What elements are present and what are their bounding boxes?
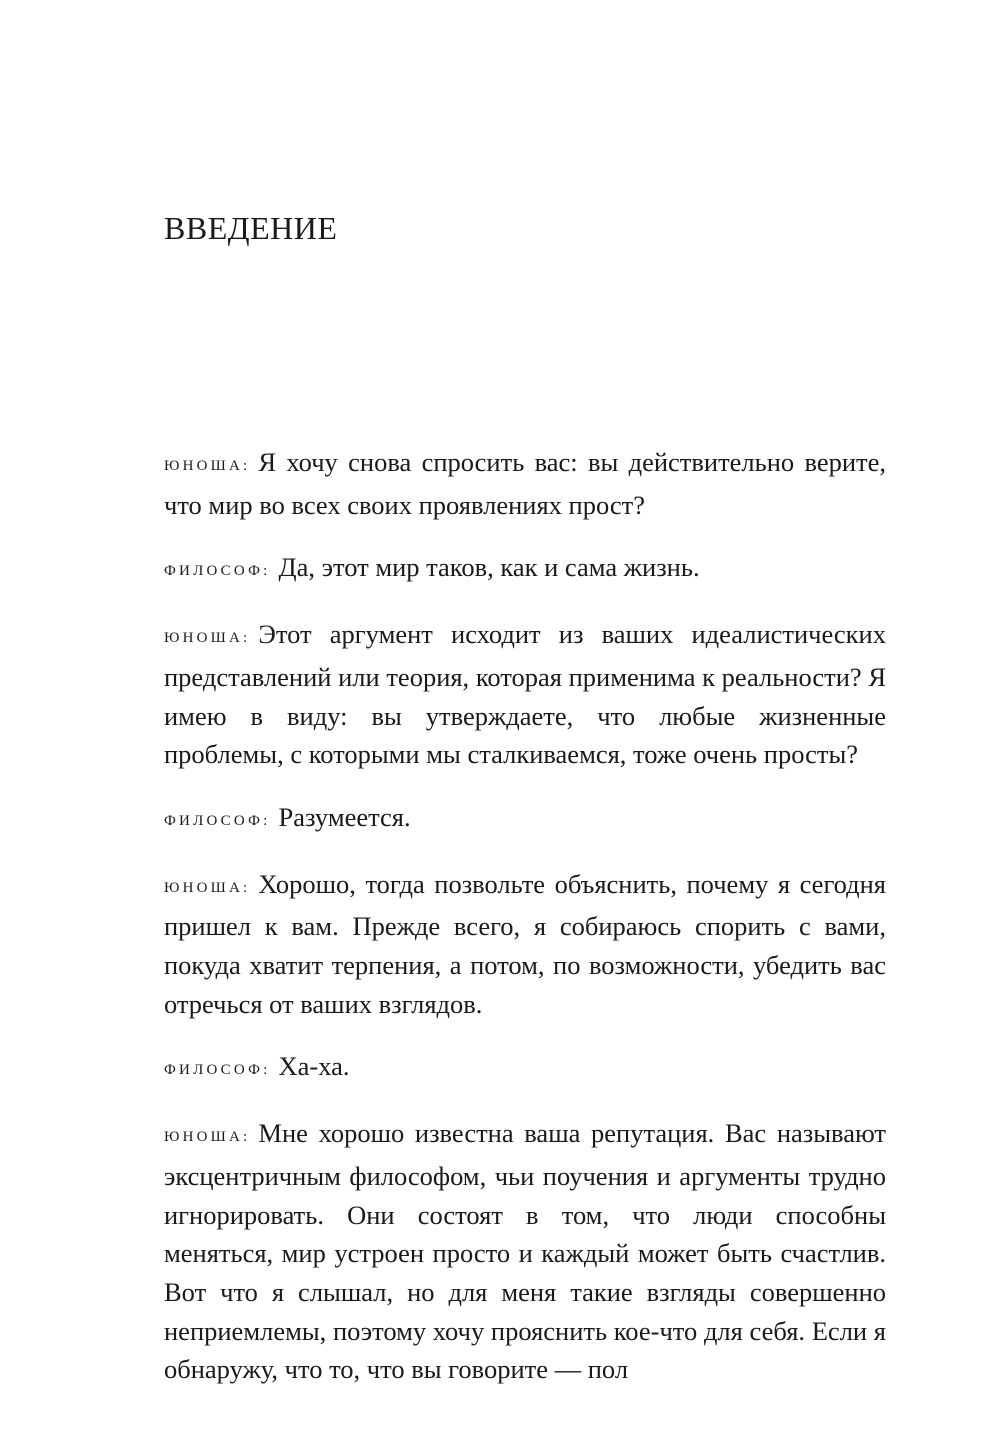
speaker-label: ФИЛОСОФ: (164, 812, 271, 829)
speaker-label: ФИЛОСОФ: (164, 1062, 271, 1079)
replica-text: Хорошо, тогда позвольте объяснить, почему я сегодня пришел к вам. Прежде всего, я собираюсь спорить с вами, покуда хватит терпения, а потом, по возможности, убедить вас отречься от ваших взглядов. (164, 868, 886, 1019)
speaker-label: ЮНОША: (164, 630, 251, 647)
replica-text: Ха-ха. (278, 1051, 350, 1082)
replica-text: Я хочу снова спросить вас: вы действительно верите, что мир во всех своих проявлениях прост? (164, 447, 886, 520)
speaker-label: ФИЛОСОФ: (164, 563, 271, 580)
dialogue-replica (164, 548, 886, 591)
chapter-title: ВВЕДЕНИЕ (164, 210, 338, 246)
speaker-label: ЮНОША: (164, 1129, 251, 1146)
dialogue-replica (164, 798, 886, 841)
replica-text: Этот аргумент исходит из ваших идеалистических представлений или теория, которая применима к реальности? Я имею в виду: вы утверждаете, что любые жизненные проблемы, с которыми мы сталкиваемся, тоже очень просты? (164, 619, 886, 770)
replica-text: Разумеется. (278, 801, 411, 832)
dialogue (164, 443, 886, 1413)
replica-text: Мне хорошо известна ваша репутация. Вас называют эксцентричным философом, чьи поучения и аргументы трудно игнорировать. Они состоят в том, что люди способны меняться, мир устроен просто и каждый может быть счастлив. Вот что я слышал, но для меня такие взгляды совершенно неприемлемы, поэтому хочу прояснить кое-что для себя. Если я обнаружу, что то, что вы говорите — пол (164, 1118, 886, 1385)
dialogue-replica (164, 443, 886, 524)
speaker-label: ЮНОША: (164, 458, 251, 474)
dialogue-replica (164, 1047, 886, 1090)
replica-text: Да, этот мир таков, как и сама жизнь. (278, 552, 700, 583)
dialogue-replica (164, 615, 886, 774)
dialogue-replica (164, 1114, 886, 1389)
speaker-label: ЮНОША: (164, 879, 251, 896)
dialogue-replica (164, 865, 886, 1024)
